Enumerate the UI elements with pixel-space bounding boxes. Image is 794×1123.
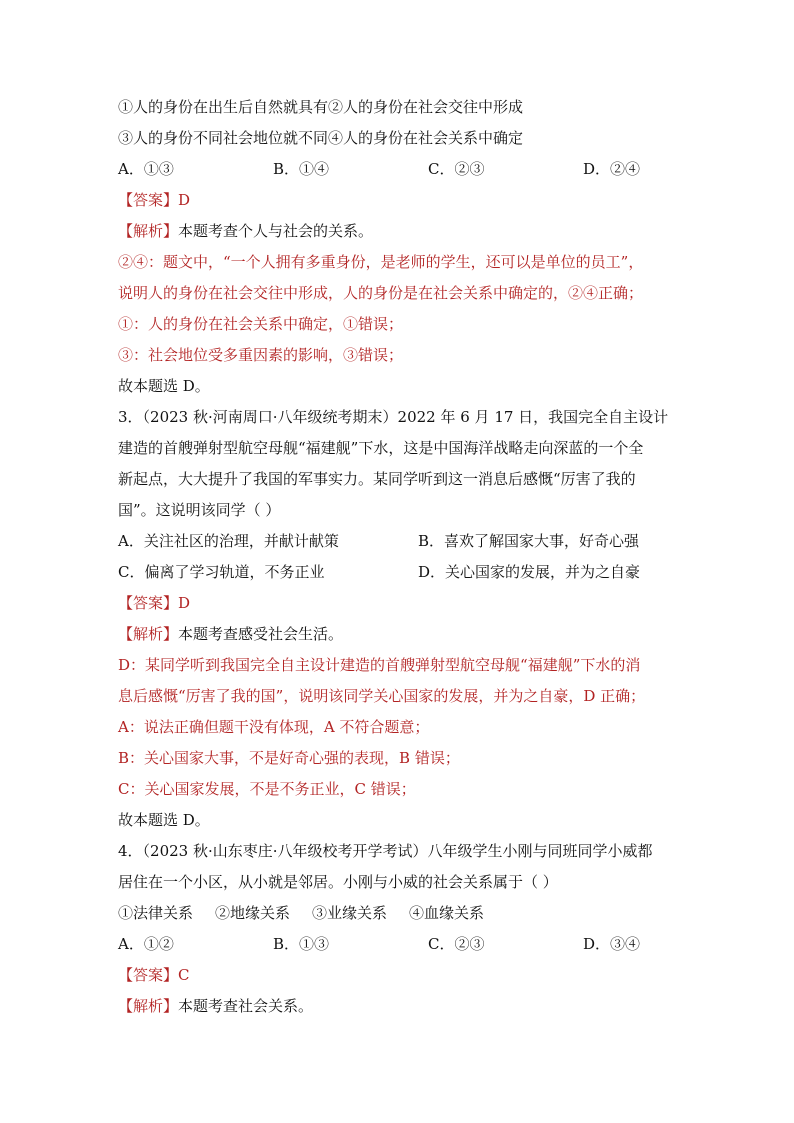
q3-option-d: D．关心国家的发展，并为之自豪 [418, 563, 641, 581]
q4-option-d: D．③④ [583, 935, 641, 953]
answer-value: C [178, 966, 190, 984]
q4-option-b: B．①③ [273, 935, 330, 953]
q2-explanation-3: ①：人的身份在社会关系中确定，①错误； [118, 315, 404, 333]
analysis-label: 【解析】 [118, 997, 179, 1015]
q2-explanation-2: 说明人的身份在社会交往中形成，人的身份是在社会关系中确定的，②④正确； [118, 284, 644, 302]
q4-answer [118, 960, 678, 991]
q3-analysis [118, 619, 678, 650]
analysis-text: 本题考查社会关系。 [178, 997, 314, 1015]
q3-answer [118, 588, 678, 619]
q2-option-a: A．①③ [118, 160, 174, 178]
q4-options [118, 929, 678, 960]
answer-label: 【答案】 [118, 594, 179, 612]
q3-options-row-1 [118, 526, 678, 557]
q3-stem-4: 国”。这说明该同学（ ） [118, 501, 281, 519]
q3-conclusion: 故本题选 D。 [118, 811, 210, 829]
analysis-label: 【解析】 [118, 625, 179, 643]
q3-option-b: B．喜欢了解国家大事，好奇心强 [418, 532, 640, 550]
q2-analysis [118, 216, 678, 247]
q2-answer [118, 185, 678, 216]
q3-option-a: A．关注社区的治理，并献计献策 [118, 532, 339, 550]
q2-conclusion: 故本题选 D。 [118, 377, 210, 395]
q3-explanation-5: C：关心国家发展，不是不务正业，C 错误； [118, 780, 416, 798]
answer-value: D [178, 191, 191, 209]
q2-option-c: C．②③ [428, 160, 485, 178]
q3-explanation-3: A：说法正确但题干没有体现，A 不符合题意； [118, 718, 430, 736]
q4-stem-1: 4．（2023 秋·山东枣庄·八年级校考开学考试）八年级学生小刚与同班同学小威都 [118, 842, 653, 860]
q2-statements-2: ③人的身份不同社会地位就不同④人的身份在社会关系中确定 [118, 129, 524, 147]
q3-explanation-2: 息后感慨“厉害了我的国”，说明该同学关心国家的发展，并为之自豪，D 正确； [118, 687, 646, 705]
q2-options [118, 154, 678, 185]
q4-stem-2: 居住在一个小区，从小就是邻居。小刚与小威的社会关系属于（ ） [118, 873, 558, 891]
q3-explanation-4: B：关心国家大事，不是好奇心强的表现，B 错误； [118, 749, 460, 767]
q3-stem-2: 建造的首艘弹射型航空母舰“福建舰”下水，这是中国海洋战略走向深蓝的一个全 [118, 439, 644, 457]
q4-analysis [118, 991, 678, 1022]
q4-items [118, 898, 678, 929]
answer-label: 【答案】 [118, 191, 179, 209]
q4-option-a: A．①② [118, 935, 174, 953]
q3-stem-3: 新起点，大大提升了我国的军事实力。某同学听到这一消息后感慨“厉害了我的 [118, 470, 636, 488]
q4-item-1: ①法律关系 [118, 904, 194, 922]
q3-explanation-1: D：某同学听到我国完全自主设计建造的首艘弹射型航空母舰“福建舰”下水的消 [118, 656, 641, 674]
answer-value: D [178, 594, 191, 612]
q2-explanation-1: ②④：题文中，“一个人拥有多重身份，是老师的学生，还可以是单位的员工”， [118, 253, 644, 271]
q3-option-c: C．偏离了学习轨道，不务正业 [118, 563, 325, 581]
q4-option-c: C．②③ [428, 935, 485, 953]
q2-statements-1: ①人的身份在出生后自然就具有②人的身份在社会交往中形成 [118, 98, 524, 116]
answer-label: 【答案】 [118, 966, 179, 984]
q4-item-2: ②地缘关系 [215, 904, 291, 922]
q3-stem-1: 3．（2023 秋·河南周口·八年级统考期末）2022 年 6 月 17 日，我国完全自主设计 [118, 408, 669, 426]
q4-item-4: ④血缘关系 [409, 904, 485, 922]
analysis-text: 本题考查个人与社会的关系。 [178, 222, 374, 240]
document-content [118, 92, 678, 1022]
q3-options-row-2 [118, 557, 678, 588]
q2-option-b: B．①④ [273, 160, 330, 178]
q2-explanation-4: ③：社会地位受多重因素的影响，③错误； [118, 346, 404, 364]
analysis-label: 【解析】 [118, 222, 179, 240]
q2-option-d: D．②④ [583, 160, 641, 178]
analysis-text: 本题考查感受社会生活。 [178, 625, 344, 643]
q4-item-3: ③业缘关系 [312, 904, 388, 922]
